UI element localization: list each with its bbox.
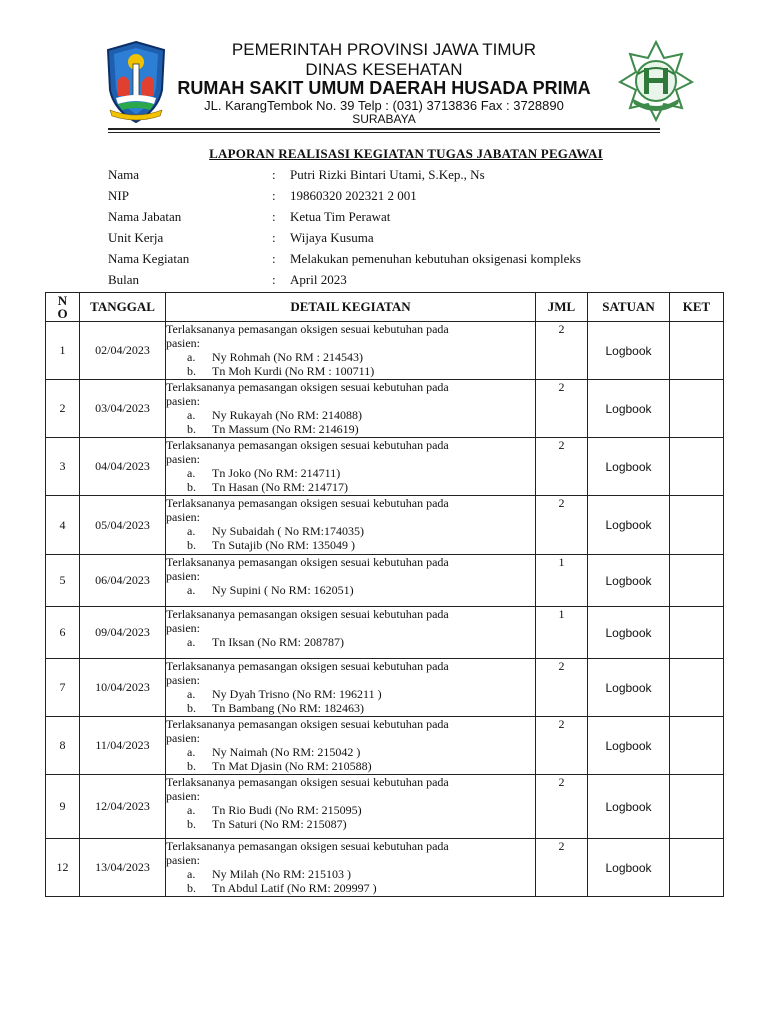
cell-ket	[670, 380, 724, 438]
detail-line: Terlaksananya pemasangan oksigen sesuai kebutuhan pada	[166, 496, 449, 510]
cell-satuan: Logbook	[588, 496, 670, 555]
patient-letter: b.	[187, 759, 196, 773]
cell-no: 8	[46, 717, 80, 775]
cell-tanggal: 03/04/2023	[80, 380, 166, 438]
patient-item	[166, 538, 535, 552]
cell-tanggal: 12/04/2023	[80, 775, 166, 839]
patient-name: Ny Supini ( No RM: 162051)	[212, 583, 354, 597]
header-satuan: SATUAN	[588, 293, 670, 322]
patient-letter: a.	[187, 803, 196, 817]
patient-item	[166, 524, 535, 538]
info-value: Melakukan pemenuhan kebutuhan oksigenasi kompleks	[290, 251, 581, 266]
info-value: Ketua Tim Perawat	[290, 209, 391, 224]
info-label: NIP	[108, 188, 129, 203]
info-row	[0, 251, 768, 272]
cell-ket	[670, 839, 724, 897]
cell-satuan: Logbook	[588, 775, 670, 839]
patient-letter: b.	[187, 480, 196, 494]
detail-line: Terlaksananya pemasangan oksigen sesuai kebutuhan pada	[166, 380, 449, 394]
patient-item	[166, 881, 535, 895]
cell-satuan: Logbook	[588, 659, 670, 717]
patient-letter: a.	[187, 524, 196, 538]
cell-tanggal: 06/04/2023	[80, 555, 166, 607]
cell-jml: 1	[536, 555, 588, 607]
cell-ket	[670, 438, 724, 496]
letterhead-department: DINAS KESEHATAN	[305, 60, 463, 79]
info-row	[0, 209, 768, 230]
patient-item	[166, 583, 535, 597]
detail-line: pasien:	[166, 673, 200, 687]
info-colon: :	[272, 272, 276, 287]
patient-name: Tn Saturi (No RM: 215087)	[212, 817, 347, 831]
patient-name: Tn Rio Budi (No RM: 215095)	[212, 803, 362, 817]
cell-detail	[166, 659, 536, 717]
rsud-husada-prima-emblem-icon	[618, 40, 694, 122]
info-label: Bulan	[108, 272, 140, 287]
cell-tanggal: 04/04/2023	[80, 438, 166, 496]
cell-no: 4	[46, 496, 80, 555]
header-detail: DETAIL KEGIATAN	[166, 293, 536, 322]
cell-detail	[166, 555, 536, 607]
patient-name: Tn Massum (No RM: 214619)	[212, 422, 359, 436]
patient-item	[166, 408, 535, 422]
cell-no: 7	[46, 659, 80, 717]
info-label: Nama Jabatan	[108, 209, 182, 224]
cell-tanggal: 02/04/2023	[80, 322, 166, 380]
detail-line: pasien:	[166, 789, 200, 803]
patient-name: Tn Iksan (No RM: 208787)	[212, 635, 344, 649]
cell-satuan: Logbook	[588, 380, 670, 438]
header-tanggal: TANGGAL	[80, 293, 166, 322]
detail-line: pasien:	[166, 510, 200, 524]
cell-ket	[670, 322, 724, 380]
patient-item	[166, 803, 535, 817]
cell-jml: 2	[536, 322, 588, 380]
detail-line: pasien:	[166, 731, 200, 745]
table-row	[46, 775, 724, 839]
cell-no: 1	[46, 322, 80, 380]
patient-item	[166, 466, 535, 480]
letterhead-address: JL. KarangTembok No. 39 Telp : (031) 3713836 Fax : 3728890	[204, 98, 564, 113]
cell-jml: 2	[536, 496, 588, 555]
patient-letter: a.	[187, 687, 196, 701]
patient-name: Ny Milah (No RM: 215103 )	[212, 867, 351, 881]
cell-detail	[166, 496, 536, 555]
info-colon: :	[272, 251, 276, 266]
info-colon: :	[272, 209, 276, 224]
cell-satuan: Logbook	[588, 839, 670, 897]
patient-letter: a.	[187, 867, 196, 881]
patient-name: Ny Dyah Trisno (No RM: 196211 )	[212, 687, 382, 701]
info-value: Wijaya Kusuma	[290, 230, 374, 245]
detail-line: Terlaksananya pemasangan oksigen sesuai kebutuhan pada	[166, 438, 449, 452]
info-row	[0, 272, 768, 293]
detail-line: pasien:	[166, 452, 200, 466]
cell-jml: 2	[536, 839, 588, 897]
cell-no: 12	[46, 839, 80, 897]
cell-satuan: Logbook	[588, 607, 670, 659]
table-row	[46, 717, 724, 775]
detail-line: pasien:	[166, 853, 200, 867]
patient-item	[166, 867, 535, 881]
cell-tanggal: 10/04/2023	[80, 659, 166, 717]
patient-name: Ny Naimah (No RM: 215042 )	[212, 745, 361, 759]
patient-item	[166, 422, 535, 436]
patient-item	[166, 759, 535, 773]
patient-name: Ny Rohmah (No RM : 214543)	[212, 350, 363, 364]
header-ket: KET	[670, 293, 724, 322]
detail-line: Terlaksananya pemasangan oksigen sesuai kebutuhan pada	[166, 555, 449, 569]
table-row	[46, 496, 724, 555]
patient-letter: b.	[187, 881, 196, 895]
patient-letter: a.	[187, 635, 196, 649]
patient-letter: b.	[187, 701, 196, 715]
patient-letter: a.	[187, 466, 196, 480]
cell-jml: 2	[536, 380, 588, 438]
cell-no: 6	[46, 607, 80, 659]
info-row	[0, 167, 768, 188]
letterhead-rule-thin	[108, 132, 660, 133]
cell-detail	[166, 717, 536, 775]
cell-no: 5	[46, 555, 80, 607]
table-row	[46, 607, 724, 659]
table-row	[46, 322, 724, 380]
patient-name: Tn Moh Kurdi (No RM : 100711)	[212, 364, 375, 378]
cell-detail	[166, 438, 536, 496]
patient-name: Tn Abdul Latif (No RM: 209997 )	[212, 881, 377, 895]
patient-name: Tn Joko (No RM: 214711)	[212, 466, 341, 480]
info-row	[0, 188, 768, 209]
cell-jml: 2	[536, 775, 588, 839]
detail-line: Terlaksananya pemasangan oksigen sesuai kebutuhan pada	[166, 659, 449, 673]
info-colon: :	[272, 167, 276, 182]
cell-satuan: Logbook	[588, 555, 670, 607]
patient-item	[166, 480, 535, 494]
info-label: Nama	[108, 167, 140, 182]
cell-tanggal: 11/04/2023	[80, 717, 166, 775]
cell-no: 2	[46, 380, 80, 438]
cell-detail	[166, 380, 536, 438]
info-row	[0, 230, 768, 251]
info-value: April 2023	[290, 272, 347, 287]
cell-jml: 2	[536, 717, 588, 775]
letterhead	[0, 0, 768, 140]
info-label: Unit Kerja	[108, 230, 164, 245]
patient-name: Tn Bambang (No RM: 182463)	[212, 701, 364, 715]
detail-line: Terlaksananya pemasangan oksigen sesuai kebutuhan pada	[166, 717, 449, 731]
cell-satuan: Logbook	[588, 322, 670, 380]
cell-detail	[166, 775, 536, 839]
detail-line: pasien:	[166, 336, 200, 350]
cell-no: 3	[46, 438, 80, 496]
detail-line: Terlaksananya pemasangan oksigen sesuai kebutuhan pada	[166, 607, 449, 621]
patient-name: Tn Mat Djasin (No RM: 210588)	[212, 759, 372, 773]
info-colon: :	[272, 188, 276, 203]
patient-letter: a.	[187, 745, 196, 759]
activity-table	[45, 292, 724, 897]
cell-ket	[670, 717, 724, 775]
letterhead-rule-thick	[108, 128, 660, 130]
patient-name: Ny Subaidah ( No RM:174035)	[212, 524, 364, 538]
patient-item	[166, 635, 535, 649]
cell-no: 9	[46, 775, 80, 839]
report-title: LAPORAN REALISASI KEGIATAN TUGAS JABATAN PEGAWAI	[209, 146, 603, 161]
detail-line: Terlaksananya pemasangan oksigen sesuai kebutuhan pada	[166, 322, 449, 336]
info-value: 19860320 202321 2 001	[290, 188, 417, 203]
patient-letter: b.	[187, 364, 196, 378]
letterhead-city: SURABAYA	[352, 112, 416, 126]
table-row	[46, 659, 724, 717]
patient-name: Tn Hasan (No RM: 214717)	[212, 480, 348, 494]
cell-detail	[166, 322, 536, 380]
letterhead-government: PEMERINTAH PROVINSI JAWA TIMUR	[231, 40, 537, 59]
detail-line: Terlaksananya pemasangan oksigen sesuai kebutuhan pada	[166, 839, 449, 853]
table-row	[46, 438, 724, 496]
detail-line: Terlaksananya pemasangan oksigen sesuai kebutuhan pada	[166, 775, 449, 789]
table-row	[46, 555, 724, 607]
patient-item	[166, 364, 535, 378]
cell-detail	[166, 839, 536, 897]
cell-satuan: Logbook	[588, 717, 670, 775]
patient-letter: b.	[187, 538, 196, 552]
table-row	[46, 380, 724, 438]
header-no: N O	[46, 293, 80, 322]
patient-item	[166, 701, 535, 715]
table-row	[46, 839, 724, 897]
cell-ket	[670, 775, 724, 839]
cell-tanggal: 09/04/2023	[80, 607, 166, 659]
info-label: Nama Kegiatan	[108, 251, 190, 266]
info-value: Putri Rizki Bintari Utami, S.Kep., Ns	[290, 167, 485, 182]
patient-letter: a.	[187, 583, 196, 597]
detail-line: pasien:	[166, 621, 200, 635]
letterhead-hospital-name: RUMAH SAKIT UMUM DAERAH HUSADA PRIMA	[177, 78, 591, 98]
cell-ket	[670, 659, 724, 717]
cell-jml: 1	[536, 607, 588, 659]
patient-item	[166, 745, 535, 759]
patient-name: Tn Sutajib (No RM: 135049 )	[212, 538, 355, 552]
cell-satuan: Logbook	[588, 438, 670, 496]
patient-item	[166, 350, 535, 364]
patient-letter: a.	[187, 350, 196, 364]
cell-jml: 2	[536, 659, 588, 717]
patient-item	[166, 817, 535, 831]
info-colon: :	[272, 230, 276, 245]
cell-ket	[670, 607, 724, 659]
cell-ket	[670, 496, 724, 555]
detail-line: pasien:	[166, 394, 200, 408]
header-jml: JML	[536, 293, 588, 322]
cell-tanggal: 05/04/2023	[80, 496, 166, 555]
patient-letter: b.	[187, 422, 196, 436]
table-header-row	[46, 293, 724, 322]
cell-ket	[670, 555, 724, 607]
cell-tanggal: 13/04/2023	[80, 839, 166, 897]
patient-letter: b.	[187, 817, 196, 831]
patient-name: Ny Rukayah (No RM: 214088)	[212, 408, 362, 422]
cell-jml: 2	[536, 438, 588, 496]
patient-item	[166, 687, 535, 701]
patient-letter: a.	[187, 408, 196, 422]
detail-line: pasien:	[166, 569, 200, 583]
cell-detail	[166, 607, 536, 659]
